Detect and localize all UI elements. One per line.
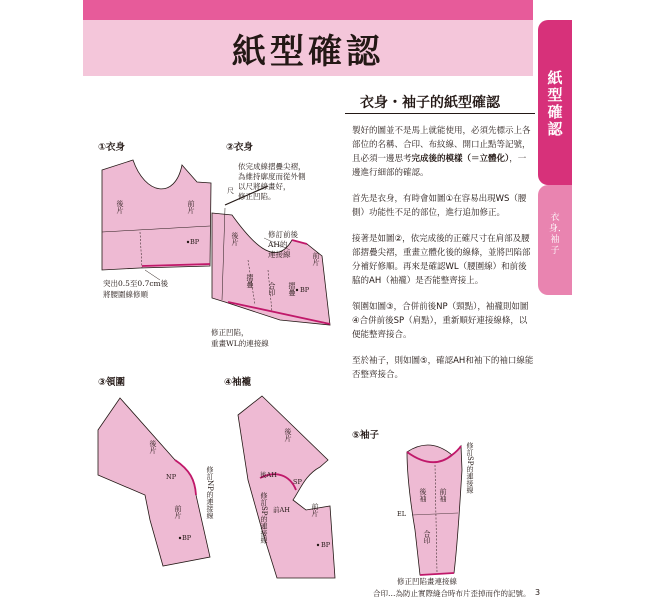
side-tab-sub-label: 衣身．袖子	[549, 213, 568, 256]
figure-2-mid-note-1: 修訂前後	[268, 230, 298, 239]
figure-2-note-top-1: 依完成線摺疊尖褶，	[238, 162, 306, 171]
figure-2-fold-2: 摺疊	[288, 282, 296, 296]
section-subtitle: 衣身・袖子的紙型確認	[360, 95, 500, 111]
figure-2-fold: 摺疊	[246, 274, 254, 288]
figure-3-back-label: 後片	[149, 440, 157, 454]
figure-2-front-label: 前片	[312, 252, 320, 266]
figure-2-note-top-4: 修正凹陷。	[238, 192, 276, 201]
figure-4-sp: SP	[293, 478, 302, 486]
figure-5-back-sleeve: 後袖	[419, 488, 427, 502]
figure-2-label: ②衣身	[226, 142, 254, 153]
figure-4-front-label: 前片	[311, 503, 319, 517]
figure-2-mid-note-3: 連接線	[268, 250, 291, 259]
figure-2-bp: BP	[300, 286, 310, 294]
figure-2-note-top-2: 為維持廓度而從外側	[238, 172, 306, 181]
figure-1-note-2: 將腰圍線修順	[103, 290, 148, 299]
figure-5-pattern	[407, 445, 462, 575]
figure-4-bp: BP	[321, 541, 331, 549]
figure-5-label: ⑤袖子	[352, 430, 380, 441]
page-number: 3	[535, 588, 541, 597]
figure-4-back-ah: 後AH	[260, 471, 277, 479]
paragraph-4: 領圍如圖③，合併前後NP（頸點），袖襱則如圖④合併前後SP（肩點），重新順好連接線條，以便能整齊接合。	[352, 302, 529, 340]
paragraph-5: 至於袖子，則如圖⑤，確認AH和袖下的袖口線能否整齊接合。	[352, 356, 534, 380]
figure-3-front-label: 前片	[174, 505, 182, 519]
figure-2-back-label: 後片	[231, 232, 239, 246]
figure-5-note-right: 修訂SP的連接線	[466, 442, 474, 494]
figure-1-bp: BP	[190, 238, 200, 246]
figure-4-back-label: 後片	[284, 428, 292, 442]
figure-3-np: NP	[166, 473, 177, 481]
figure-1-note-1: 突出0.5至0.7cm後	[103, 279, 169, 288]
figure-2-notch: 合印	[268, 282, 276, 296]
figure-3-note: 修訂NP的連接線	[206, 466, 214, 519]
figure-1-front-label: 前片	[187, 200, 195, 214]
paragraph-2: 首先是衣身，有時會如圖①在容易出現WS（腰側）功能性不足的部位，進行追加修正。	[352, 194, 527, 218]
figure-1-label: ①衣身	[98, 142, 126, 153]
figure-2-mid-note-2: AH的	[268, 240, 288, 249]
figure-1-back-label: 後片	[116, 200, 124, 214]
figure-2-bottom-note-2: 重畫WL的連接線	[211, 339, 269, 348]
figure-2-bottom-note-1: 修正凹陷，	[211, 328, 249, 337]
figure-5-note-bottom: 修正凹陷畫連接線	[397, 577, 457, 586]
figure-2-note-top-3: 以尺將線畫好，	[238, 182, 291, 191]
figure-5-front-sleeve: 前袖	[439, 488, 447, 502]
figure-5-el: EL	[397, 510, 407, 518]
page-title: 紙型確認	[232, 31, 384, 72]
figure-4-label: ④袖襱	[224, 377, 252, 388]
figure-3-bp: BP	[182, 534, 192, 542]
paragraph-1: 製好的圖並不是馬上就能使用，必須先標示上各部位的名稱、合印、布紋線、開口止點等記號，且必須一邊思考完成後的模樣（＝立體化），一邊進行細部的確認。	[352, 126, 531, 178]
figure-3-label: ③領圍	[98, 377, 126, 388]
figure-2-ruler: 尺	[227, 187, 234, 195]
footer-caption: 合印…為防止實際縫合時布片歪掉而作的記號。	[373, 589, 531, 598]
figure-4-note: 修訂SP的連接線	[260, 492, 268, 544]
side-tab-main-label: 紙型確認	[547, 69, 563, 138]
figure-5-notch: 合印	[423, 530, 431, 544]
paragraph-3: 接著是如圖②，依完成後的正確尺寸在肩部及腰部摺疊尖褶，重畫立體化後的線條，並將凹陷部分補好修順。再來是確認WL（腰圍線）和前後脇的AH（袖襱）是否能整齊接上。	[352, 234, 531, 286]
figure-4-front-ah: 前AH	[273, 506, 290, 514]
